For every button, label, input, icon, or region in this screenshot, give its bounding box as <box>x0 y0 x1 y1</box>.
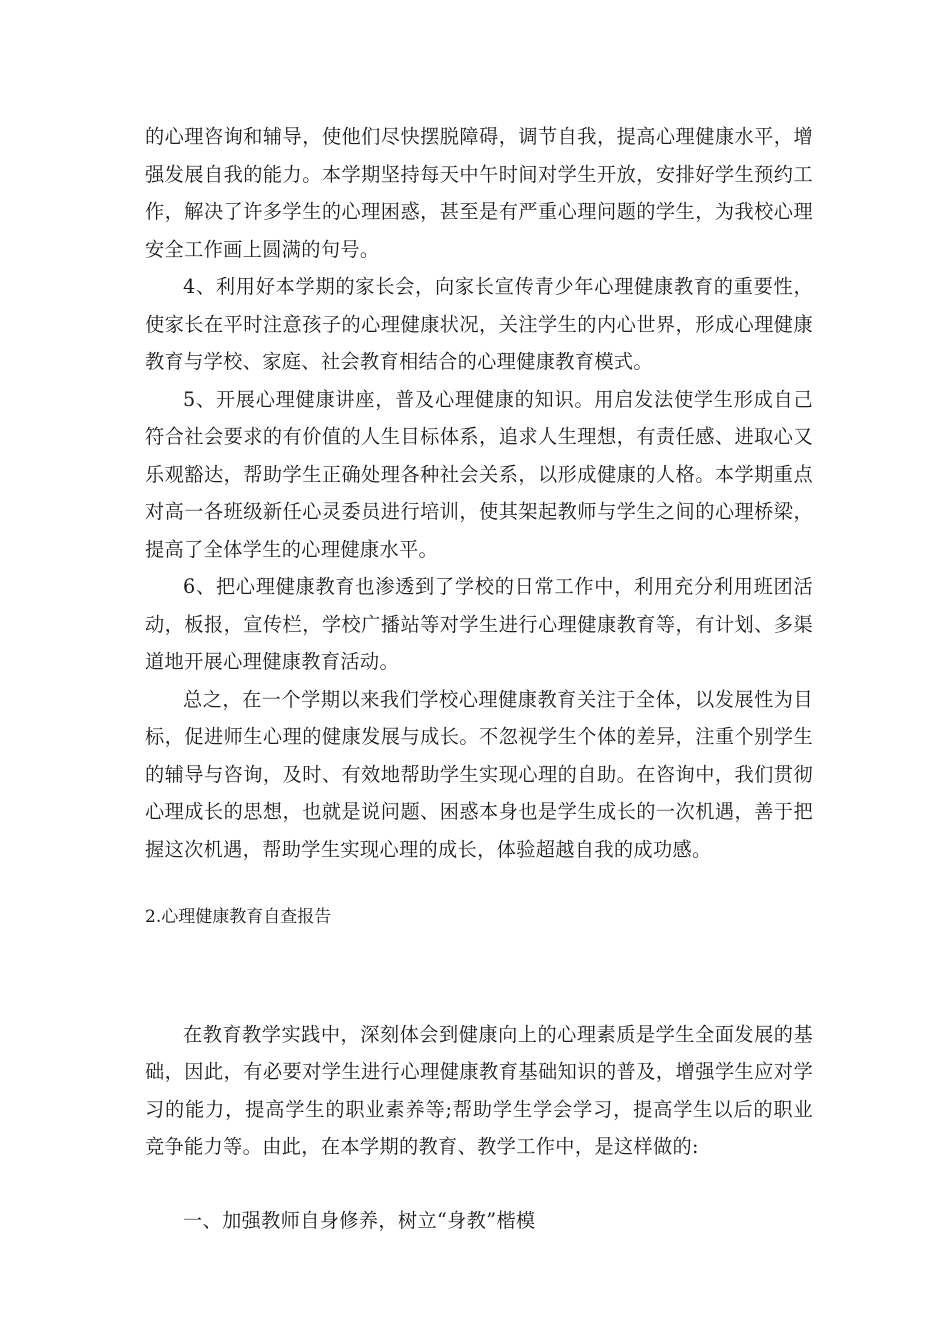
paragraph-item-5: 5、开展心理健康讲座，普及心理健康的知识。用启发法使学生形成自己符合社会要求的有价值的人生目标体系，追求人生理想，有责任感、进取心又乐观豁达，帮助学生正确处理各种社会关系，以形成健康的人格。本学期重点对高一各班级新任心灵委员进行培训，使其架起教师与学生之间的心理桥梁，提高了全体学生的心理健康水平。 <box>145 387 813 561</box>
paragraph-item-4: 4、利用好本学期的家长会，向家长宣传青少年心理健康教育的重要性，使家长在平时注意孩子的心理健康状况，关注学生的内心世界，形成心理健康教育与学校、家庭、社会教育相结合的心理健康教育模式。 <box>145 275 813 373</box>
spacer <box>145 1166 813 1202</box>
paragraph-item-6: 6、把心理健康教育也渗透到了学校的日常工作中，利用充分利用班团活动，板报，宣传栏，学校广播站等对学生进行心理健康教育等，有计划、多渠道地开展心理健康教育活动。 <box>145 575 813 673</box>
paragraph-summary: 总之，在一个学期以来我们学校心理健康教育关注于全体，以发展性为目标，促进师生心理的健康发展与成长。不忽视学生个体的差异，注重个别学生的辅导与咨询，及时、有效地帮助学生实现心理的自助。在咨询中，我们贯彻心理成长的思想，也就是说问题、困惑本身也是学生成长的一次机遇，善于把握这次机遇，帮助学生实现心理的成长，体验超越自我的成功感。 <box>145 687 813 861</box>
subheading: 一、加强教师自身修养，树立“身教”楷模 <box>183 1208 536 1232</box>
paragraph-counseling-continued: 的心理咨询和辅导，使他们尽快摆脱障碍，调节自我，提高心理健康水平，增强发展自我的能力。本学期坚持每天中午时间对学生开放，安排好学生预约工作，解决了许多学生的心理困惑，甚至是有严重心理问题的学生，为我校心理安全工作画上圆满的句号。 <box>145 125 813 261</box>
paragraph-intro: 在教育教学实践中，深刻体会到健康向上的心理素质是学生全面发展的基础，因此，有必要对学生进行心理健康教育基础知识的普及，增强学生应对学习的能力，提高学生的职业素养等;帮助学生学会学习，提高学生以后的职业竞争能力等。由此，在本学期的教育、教学工作中，是这样做的: <box>145 1022 813 1158</box>
document-page <box>145 118 813 1239</box>
section-title: 2.心理健康教育自查报告 <box>145 907 332 927</box>
spacer <box>145 937 813 1016</box>
